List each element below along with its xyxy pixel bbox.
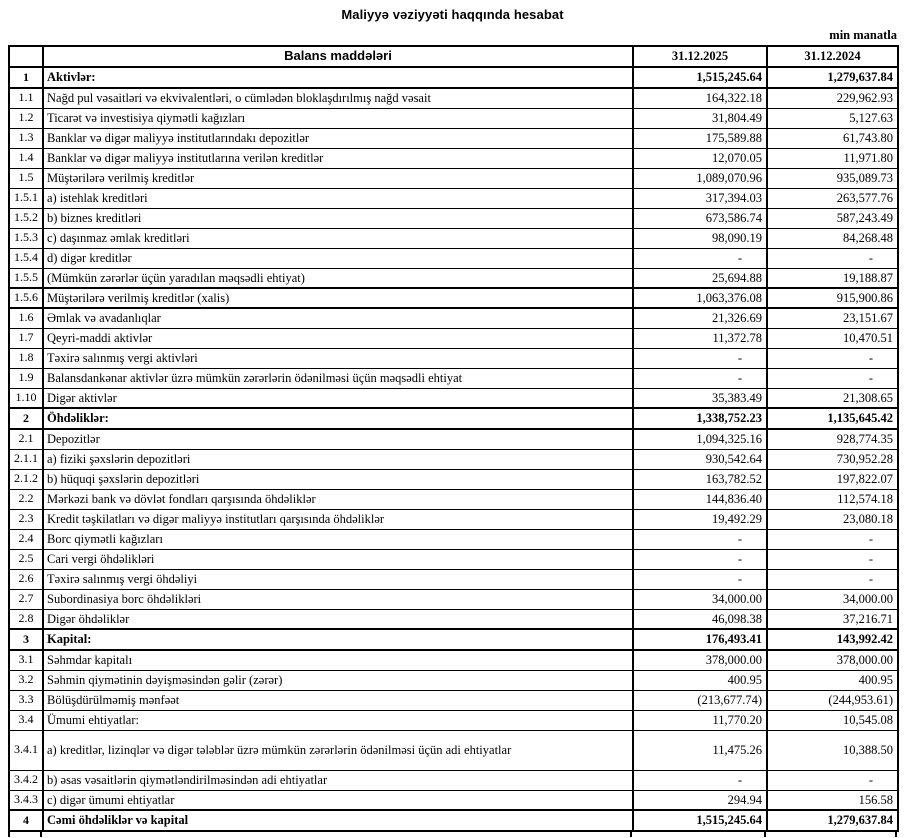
- table-row: [9, 288, 898, 308]
- value-2025-cell: 176,493.41: [633, 629, 767, 650]
- row-number-cell: 3.4: [9, 710, 43, 730]
- value-2024-cell: 587,243.49: [767, 208, 898, 228]
- item-label-cell: a) kreditlər, lizinqlər və digər tələblər üzrə mümkün zərərlərin ödənilməsi üçün adi ehtiyatlar: [43, 730, 633, 770]
- value-2024-cell: 156.58: [767, 790, 898, 810]
- item-label-cell: Borc qiymətli kağızları: [43, 529, 633, 549]
- value-2025-cell: 1,089,070.96: [633, 168, 767, 188]
- row-number-cell: 1: [9, 67, 43, 88]
- item-label-cell: Səhmdar kapitalı: [43, 650, 633, 670]
- row-number-cell: 3.4.3: [9, 790, 43, 810]
- item-label-cell: Qeyri-maddi aktivlər: [43, 328, 633, 348]
- value-2024-cell: 23,151.67: [767, 308, 898, 328]
- table-row: [9, 469, 898, 489]
- value-2024-cell: 10,545.08: [767, 710, 898, 730]
- row-number-cell: 1.3: [9, 128, 43, 148]
- row-number-cell: 2.5: [9, 549, 43, 569]
- value-2025-cell: -: [633, 248, 767, 268]
- item-label-cell: Balansdankənar aktivlər üzrə mümkün zərərlərin ödənilməsi üçün məqsədli ehtiyat: [43, 368, 633, 388]
- item-label-cell: Səhmin qiymətinin dəyişməsindən gəlir (zərər): [43, 670, 633, 690]
- table-row: [9, 790, 898, 810]
- item-label-cell: b) biznes kreditləri: [43, 208, 633, 228]
- table-row: [9, 408, 898, 429]
- table-row: [9, 609, 898, 629]
- table-row: [9, 228, 898, 248]
- unit-note: min manatla: [829, 28, 897, 42]
- row-number-cell: 2.4: [9, 529, 43, 549]
- item-label-cell: Kredit təşkilatları və digər maliyyə institutları qarşısında öhdəliklər: [43, 509, 633, 529]
- value-2025-cell: 164,322.18: [633, 88, 767, 108]
- item-label-cell: Öhdəliklər:: [43, 408, 633, 429]
- row-number-cell: 2.8: [9, 609, 43, 629]
- item-label-cell: d) digər kreditlər: [43, 248, 633, 268]
- date-2025-column-header: 31.12.2025: [633, 46, 767, 67]
- row-number-cell: 3.4.2: [9, 770, 43, 790]
- table-row: [9, 549, 898, 569]
- item-label-cell: Digər öhdəliklər: [43, 609, 633, 629]
- value-2025-cell: 400.95: [633, 670, 767, 690]
- value-2024-cell: 84,268.48: [767, 228, 898, 248]
- table-row: [9, 429, 898, 449]
- value-2025-cell: 1,515,245.64: [633, 67, 767, 88]
- value-2025-cell: 98,090.19: [633, 228, 767, 248]
- row-number-cell: 1.5: [9, 168, 43, 188]
- item-label-cell: b) hüquqi şəxslərin depozitləri: [43, 469, 633, 489]
- value-2024-cell: -: [767, 529, 898, 549]
- table-row: [9, 368, 898, 388]
- value-2025-cell: -: [633, 348, 767, 368]
- value-2025-cell: 35,383.49: [633, 388, 767, 408]
- item-label-cell: Təxirə salınmış vergi öhdəliyi: [43, 569, 633, 589]
- table-row: [9, 730, 898, 770]
- value-2025-cell: 1,515,245.64: [633, 810, 767, 831]
- item-label-cell: Banklar və digər maliyyə institutlarındakı depozitlər: [43, 128, 633, 148]
- value-2025-cell: 21,326.69: [633, 308, 767, 328]
- value-2025-cell: 11,770.20: [633, 710, 767, 730]
- table-row: [9, 268, 898, 288]
- value-2024-cell: 21,308.65: [767, 388, 898, 408]
- table-row: [9, 168, 898, 188]
- value-2025-cell: 163,782.52: [633, 469, 767, 489]
- row-number-cell: 4: [9, 810, 43, 831]
- value-2025-cell: 1,094,325.16: [633, 429, 767, 449]
- row-number-cell: 1.4: [9, 148, 43, 168]
- row-number-cell: 1.7: [9, 328, 43, 348]
- table-row: [9, 128, 898, 148]
- row-number-cell: 2: [9, 408, 43, 429]
- value-2024-cell: 197,822.07: [767, 469, 898, 489]
- table-row: [9, 148, 898, 168]
- row-number-cell: 1.5.5: [9, 268, 43, 288]
- row-number-cell: 1.5.4: [9, 248, 43, 268]
- row-number-cell: 1.10: [9, 388, 43, 408]
- value-2024-cell: 263,577.76: [767, 188, 898, 208]
- value-2024-cell: 928,774.35: [767, 429, 898, 449]
- row-number-cell: 1.5.1: [9, 188, 43, 208]
- value-2025-cell: 175,589.88: [633, 128, 767, 148]
- item-label-cell: Aktivlər:: [43, 67, 633, 88]
- item-label-cell: Depozitlər: [43, 429, 633, 449]
- item-label-cell: Əmlak və avadanlıqlar: [43, 308, 633, 328]
- value-2024-cell: -: [767, 770, 898, 790]
- value-2025-cell: (213,677.74): [633, 690, 767, 710]
- value-2024-cell: 935,089.73: [767, 168, 898, 188]
- item-label-cell: b) əsas vəsaitlərin qiymətləndirilməsindən adi ehtiyatlar: [43, 770, 633, 790]
- item-label-cell: Təxirə salınmış vergi aktivləri: [43, 348, 633, 368]
- table-row: [9, 569, 898, 589]
- item-label-cell: Digər aktivlər: [43, 388, 633, 408]
- value-2024-cell: -: [767, 348, 898, 368]
- value-2025-cell: 46,098.38: [633, 609, 767, 629]
- item-label-cell: a) istehlak kreditləri: [43, 188, 633, 208]
- row-number-cell: 1.8: [9, 348, 43, 368]
- item-label-cell: a) fiziki şəxslərin depozitləri: [43, 449, 633, 469]
- item-label-cell: Cari vergi öhdəlikləri: [43, 549, 633, 569]
- value-2025-cell: -: [633, 368, 767, 388]
- value-2024-cell: -: [767, 549, 898, 569]
- row-number-cell: 2.3: [9, 509, 43, 529]
- row-number-cell: 1.5.3: [9, 228, 43, 248]
- row-number-cell: 2.6: [9, 569, 43, 589]
- balance-table-body: [9, 67, 898, 831]
- item-label-cell: Kapital:: [43, 629, 633, 650]
- item-label-cell: Subordinasiya borc öhdəlikləri: [43, 589, 633, 609]
- value-2024-cell: 1,279,637.84: [767, 810, 898, 831]
- value-2024-cell: -: [767, 248, 898, 268]
- value-2024-cell: 1,135,645.42: [767, 408, 898, 429]
- table-row: [9, 690, 898, 710]
- table-row: [9, 489, 898, 509]
- gridline-stub: [764, 832, 766, 837]
- value-2024-cell: -: [767, 368, 898, 388]
- item-label-cell: c) daşınmaz əmlak kreditləri: [43, 228, 633, 248]
- table-row: [9, 388, 898, 408]
- value-2025-cell: 11,475.26: [633, 730, 767, 770]
- item-label-cell: c) digər ümumi ehtiyatlar: [43, 790, 633, 810]
- value-2025-cell: 673,586.74: [633, 208, 767, 228]
- value-2024-cell: 5,127.63: [767, 108, 898, 128]
- table-row: [9, 449, 898, 469]
- row-number-cell: 1.5.2: [9, 208, 43, 228]
- items-column-header: Balans maddələri: [43, 46, 633, 67]
- value-2025-cell: 294.94: [633, 790, 767, 810]
- value-2024-cell: 37,216.71: [767, 609, 898, 629]
- row-number-cell: 1.6: [9, 308, 43, 328]
- value-2024-cell: 400.95: [767, 670, 898, 690]
- item-label-cell: Bölüşdürülməmiş mənfəət: [43, 690, 633, 710]
- value-2025-cell: 25,694.88: [633, 268, 767, 288]
- value-2025-cell: -: [633, 549, 767, 569]
- table-row: [9, 650, 898, 670]
- value-2024-cell: 378,000.00: [767, 650, 898, 670]
- table-row: [9, 248, 898, 268]
- value-2024-cell: 11,971.80: [767, 148, 898, 168]
- row-number-cell: 2.1: [9, 429, 43, 449]
- value-2024-cell: 1,279,637.84: [767, 67, 898, 88]
- value-2025-cell: 31,804.49: [633, 108, 767, 128]
- row-number-header: [9, 46, 43, 67]
- table-row: [9, 328, 898, 348]
- table-row: [9, 67, 898, 88]
- row-number-cell: 3: [9, 629, 43, 650]
- gridline-stub: [895, 832, 897, 837]
- row-number-cell: 1.2: [9, 108, 43, 128]
- table-row: [9, 770, 898, 790]
- row-number-cell: 2.1.1: [9, 449, 43, 469]
- value-2025-cell: -: [633, 529, 767, 549]
- value-2025-cell: 11,372.78: [633, 328, 767, 348]
- gridline-stub: [8, 832, 10, 837]
- item-label-cell: Müştərilərə verilmiş kreditlər (xalis): [43, 288, 633, 308]
- table-row: [9, 629, 898, 650]
- date-2024-column-header: 31.12.2024: [767, 46, 898, 67]
- value-2025-cell: 317,394.03: [633, 188, 767, 208]
- item-label-cell: Cəmi öhdəliklər və kapital: [43, 810, 633, 831]
- value-2024-cell: 229,962.93: [767, 88, 898, 108]
- gridline-stub: [40, 832, 42, 837]
- value-2025-cell: 1,338,752.23: [633, 408, 767, 429]
- value-2024-cell: 10,388.50: [767, 730, 898, 770]
- table-row: [9, 810, 898, 831]
- row-number-cell: 2.7: [9, 589, 43, 609]
- value-2025-cell: 12,070.05: [633, 148, 767, 168]
- row-number-cell: 3.1: [9, 650, 43, 670]
- value-2024-cell: 112,574.18: [767, 489, 898, 509]
- table-row: [9, 589, 898, 609]
- item-label-cell: Banklar və digər maliyyə institutlarına verilən kreditlər: [43, 148, 633, 168]
- table-row: [9, 529, 898, 549]
- item-label-cell: (Mümkün zərərlər üçün yaradılan məqsədli ehtiyat): [43, 268, 633, 288]
- row-number-cell: 3.3: [9, 690, 43, 710]
- value-2024-cell: 915,900.86: [767, 288, 898, 308]
- table-row: [9, 348, 898, 368]
- value-2024-cell: 730,952.28: [767, 449, 898, 469]
- row-number-cell: 1.5.6: [9, 288, 43, 308]
- value-2025-cell: 930,542.64: [633, 449, 767, 469]
- value-2024-cell: (244,953.61): [767, 690, 898, 710]
- item-label-cell: Ticarət və investisiya qiymətli kağızları: [43, 108, 633, 128]
- row-number-cell: 3.2: [9, 670, 43, 690]
- table-row: [9, 509, 898, 529]
- value-2024-cell: 34,000.00: [767, 589, 898, 609]
- table-row: [9, 710, 898, 730]
- value-2024-cell: -: [767, 569, 898, 589]
- table-header-row: [9, 46, 898, 67]
- value-2024-cell: 19,188.87: [767, 268, 898, 288]
- gridline-stub: [630, 832, 632, 837]
- value-2024-cell: 61,743.80: [767, 128, 898, 148]
- item-label-cell: Ümumi ehtiyatlar:: [43, 710, 633, 730]
- value-2024-cell: 143,992.42: [767, 629, 898, 650]
- item-label-cell: Nağd pul vəsaitləri və ekvivalentləri, o cümlədən bloklaşdırılmış nağd vəsait: [43, 88, 633, 108]
- value-2024-cell: 23,080.18: [767, 509, 898, 529]
- table-row: [9, 88, 898, 108]
- item-label-cell: Mərkəzi bank və dövlət fondları qarşısında öhdəliklər: [43, 489, 633, 509]
- balance-sheet-table: [8, 45, 899, 832]
- value-2025-cell: 34,000.00: [633, 589, 767, 609]
- page-title: Maliyyə vəziyyəti haqqında hesabat: [341, 7, 564, 22]
- table-row: [9, 208, 898, 228]
- value-2025-cell: -: [633, 569, 767, 589]
- value-2025-cell: -: [633, 770, 767, 790]
- value-2024-cell: 10,470.51: [767, 328, 898, 348]
- table-row: [9, 670, 898, 690]
- value-2025-cell: 144,836.40: [633, 489, 767, 509]
- value-2025-cell: 1,063,376.08: [633, 288, 767, 308]
- row-number-cell: 2.2: [9, 489, 43, 509]
- item-label-cell: Müştərilərə verilmiş kreditlər: [43, 168, 633, 188]
- row-number-cell: 2.1.2: [9, 469, 43, 489]
- value-2025-cell: 378,000.00: [633, 650, 767, 670]
- table-row: [9, 108, 898, 128]
- row-number-cell: 1.9: [9, 368, 43, 388]
- gridline-stubs: [8, 832, 897, 838]
- row-number-cell: 1.1: [9, 88, 43, 108]
- table-row: [9, 188, 898, 208]
- row-number-cell: 3.4.1: [9, 730, 43, 770]
- table-row: [9, 308, 898, 328]
- value-2025-cell: 19,492.29: [633, 509, 767, 529]
